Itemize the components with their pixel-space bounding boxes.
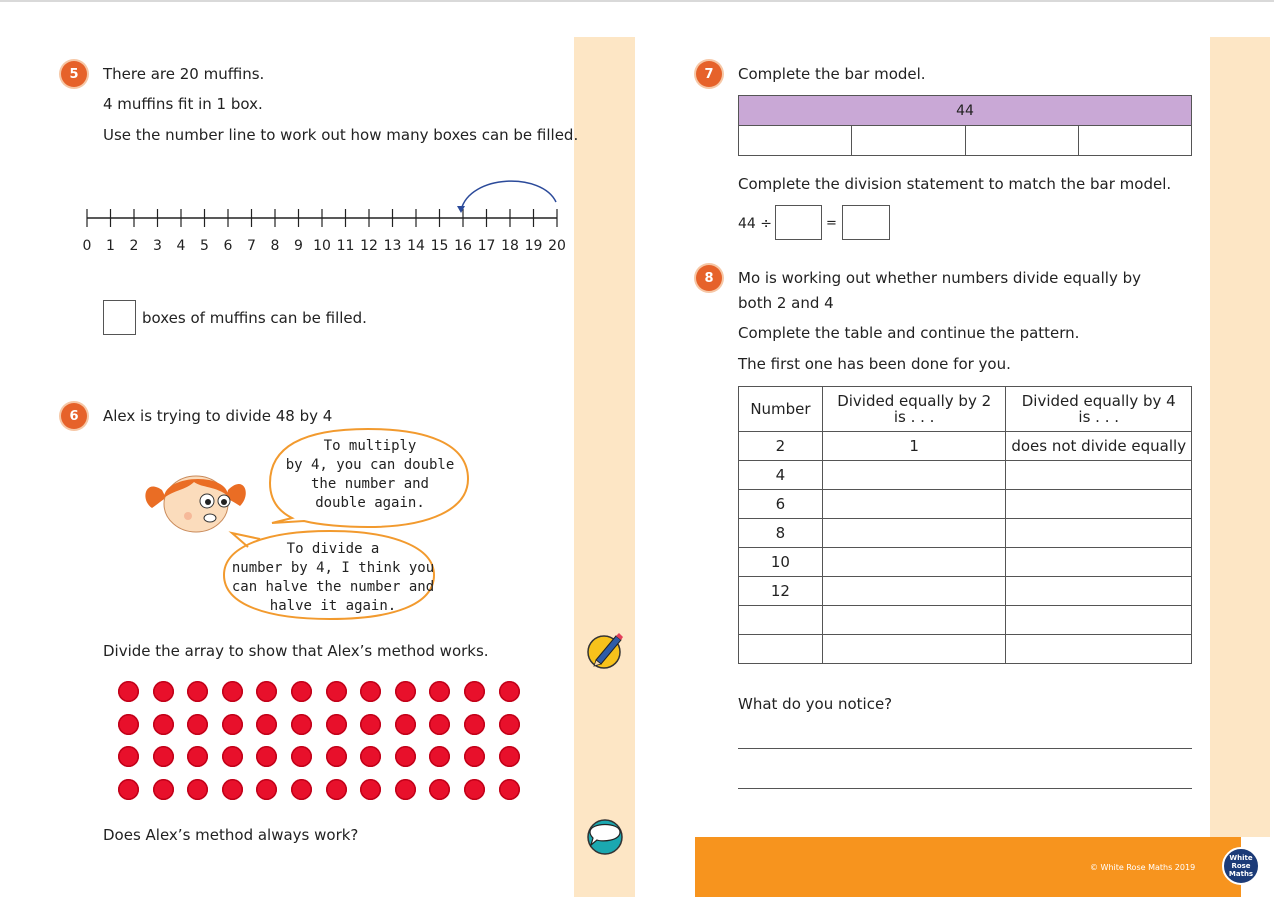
array-dot[interactable] — [256, 681, 277, 702]
array-dot[interactable] — [499, 681, 520, 702]
bubble-2-line: can halve the number and — [231, 579, 435, 595]
bubble-2-line: halve it again. — [269, 598, 397, 614]
table-cell[interactable] — [822, 461, 1006, 490]
array-dot[interactable] — [499, 714, 520, 735]
divisor-answer-box[interactable] — [775, 205, 822, 240]
array-dot[interactable] — [464, 779, 485, 800]
table-cell[interactable] — [1006, 461, 1192, 490]
table-cell: 8 — [739, 519, 823, 548]
table-cell[interactable] — [1006, 519, 1192, 548]
table-cell[interactable] — [1006, 548, 1192, 577]
tick-label: 3 — [153, 238, 162, 254]
array-dot[interactable] — [360, 779, 381, 800]
table-row — [739, 635, 1192, 664]
tick-label: 11 — [336, 238, 355, 254]
array-dot[interactable] — [395, 714, 416, 735]
array-dot[interactable] — [291, 746, 312, 767]
array-dot[interactable] — [118, 779, 139, 800]
bar-part[interactable] — [738, 125, 852, 156]
alex-left-bunch — [145, 486, 166, 508]
tick-label: 16 — [454, 238, 472, 254]
table-cell: 10 — [739, 548, 823, 577]
q6-question: Does Alex’s method always work? — [103, 826, 359, 844]
array-dot[interactable] — [429, 681, 450, 702]
array-dot[interactable] — [499, 746, 520, 767]
question-7-badge: 7 — [696, 61, 722, 87]
array-dot[interactable] — [256, 779, 277, 800]
tick-label: 8 — [270, 238, 280, 254]
tick-label: 7 — [247, 238, 256, 254]
table-cell: does not divide equally — [1006, 432, 1192, 461]
jump-arrowhead — [457, 206, 465, 213]
array-dot[interactable] — [429, 779, 450, 800]
array-dot[interactable] — [291, 714, 312, 735]
array-dot[interactable] — [464, 746, 485, 767]
division-statement-start: 44 ÷ — [738, 216, 772, 232]
table-cell: 6 — [739, 490, 823, 519]
tick-label: 10 — [313, 238, 331, 254]
table-cell[interactable] — [822, 635, 1006, 664]
table-row — [739, 606, 1192, 635]
jump-arrow — [461, 181, 556, 210]
bubble-2-text — [228, 540, 438, 616]
array-dot[interactable] — [187, 681, 208, 702]
array-dot[interactable] — [118, 681, 139, 702]
tick-label: 17 — [477, 238, 496, 254]
bubble-2-line: number by 4, I think you — [231, 560, 435, 576]
array-dot[interactable] — [326, 779, 347, 800]
tick-label: 19 — [524, 238, 543, 254]
question-5-badge: 5 — [61, 61, 87, 87]
array-dot[interactable] — [222, 714, 243, 735]
q6-line-1: Alex is trying to divide 48 by 4 — [103, 407, 333, 425]
tick-label: 20 — [548, 238, 566, 254]
array-dot[interactable] — [153, 681, 174, 702]
bar-model-total — [738, 95, 1192, 126]
left-page-side-stripe — [574, 37, 635, 897]
tick-label: 2 — [129, 238, 139, 254]
array-dot[interactable] — [395, 779, 416, 800]
bubble-1-text — [275, 437, 465, 513]
q5-answer-box[interactable] — [103, 300, 136, 335]
table-header-cell: Divided equally by 2 is . . . — [822, 387, 1006, 432]
array-dot[interactable] — [464, 714, 485, 735]
array-dot[interactable] — [118, 714, 139, 735]
array-dot[interactable] — [153, 746, 174, 767]
tick-label: 6 — [223, 238, 233, 254]
q7-line-1: Complete the bar model. — [738, 65, 926, 83]
tick-label: 15 — [430, 238, 449, 254]
array-dot[interactable] — [360, 746, 381, 767]
q5-answer-text: boxes of muffins can be filled. — [142, 309, 367, 327]
table-cell[interactable] — [822, 490, 1006, 519]
number-line — [70, 172, 580, 232]
equals-sign: = — [826, 216, 837, 231]
bubble-1-line: double again. — [315, 495, 425, 511]
q8-line-1a: Mo is working out whether numbers divide equally by — [738, 269, 1141, 287]
tick-label: 9 — [294, 238, 303, 254]
tick-label: 0 — [82, 238, 92, 254]
page-top-border — [0, 0, 1274, 2]
array-dot[interactable] — [187, 746, 208, 767]
array-dot[interactable] — [360, 714, 381, 735]
bar-part[interactable] — [965, 125, 1079, 156]
copyright-text: © White Rose Maths 2019 — [1090, 863, 1196, 872]
q5-line-1: There are 20 muffins. — [103, 65, 265, 83]
logo-word: Maths — [1228, 870, 1254, 878]
array-dot[interactable] — [326, 714, 347, 735]
table-row — [739, 432, 1192, 461]
alex-character — [140, 460, 250, 535]
q8-notice: What do you notice? — [738, 695, 893, 713]
table-row — [739, 490, 1192, 519]
table-cell: 12 — [739, 577, 823, 606]
table-cell[interactable] — [822, 519, 1006, 548]
table-row — [739, 519, 1192, 548]
white-rose-logo — [1222, 847, 1260, 885]
q8-line-1b: both 2 and 4 — [738, 294, 834, 312]
q5-line-2: 4 muffins fit in 1 box. — [103, 95, 263, 113]
bubble-1-line: To multiply — [323, 438, 417, 454]
array-dot[interactable] — [153, 779, 174, 800]
logo-word: White — [1229, 854, 1253, 862]
bubble-1-line: by 4, you can double — [285, 457, 455, 473]
table-header-cell: Number — [739, 387, 823, 432]
array-dot[interactable] — [429, 746, 450, 767]
tick-label: 1 — [106, 238, 115, 254]
speech-discuss-icon — [584, 814, 626, 856]
table-cell[interactable] — [1006, 490, 1192, 519]
bar-model-parts — [738, 125, 1192, 156]
bar-part[interactable] — [1078, 125, 1192, 156]
table-cell: 2 — [739, 432, 823, 461]
table-cell[interactable] — [1006, 635, 1192, 664]
table-cell[interactable] — [1006, 577, 1192, 606]
table-cell[interactable] — [822, 606, 1006, 635]
array-dot[interactable] — [326, 746, 347, 767]
array-dot[interactable] — [222, 779, 243, 800]
array-dot[interactable] — [464, 681, 485, 702]
array-dot[interactable] — [291, 779, 312, 800]
tick-label: 13 — [383, 238, 402, 254]
pencil-icon — [586, 630, 626, 670]
table-cell: 4 — [739, 461, 823, 490]
table-cell: 1 — [822, 432, 1006, 461]
array-dot[interactable] — [153, 714, 174, 735]
array-dot[interactable] — [187, 779, 208, 800]
array-dot[interactable] — [499, 779, 520, 800]
tick-label: 14 — [407, 238, 425, 254]
array-dot[interactable] — [256, 746, 277, 767]
table-cell[interactable] — [739, 635, 823, 664]
table-row — [739, 577, 1192, 606]
table-row — [739, 548, 1192, 577]
alex-mouth — [204, 514, 216, 522]
array-dot[interactable] — [395, 681, 416, 702]
table-cell[interactable] — [822, 577, 1006, 606]
quotient-answer-box[interactable] — [842, 205, 890, 240]
array-dot[interactable] — [326, 681, 347, 702]
bubble-2-line: To divide a — [286, 541, 380, 557]
bar-part[interactable] — [851, 125, 965, 156]
question-8-badge: 8 — [696, 265, 722, 291]
table-cell[interactable] — [822, 548, 1006, 577]
answer-line-1[interactable] — [738, 748, 1192, 749]
table-header-cell: Divided equally by 4 is . . . — [1006, 387, 1192, 432]
tick-label: 4 — [176, 238, 186, 254]
tick-label: 12 — [360, 238, 378, 254]
array-dot[interactable] — [256, 714, 277, 735]
array-dot[interactable] — [118, 746, 139, 767]
array-dot[interactable] — [395, 746, 416, 767]
question-6-badge: 6 — [61, 403, 87, 429]
divisibility-table — [738, 386, 1192, 664]
table-cell[interactable] — [1006, 606, 1192, 635]
table-cell[interactable] — [739, 606, 823, 635]
array-dot[interactable] — [360, 681, 381, 702]
bubble-1-line: the number and — [310, 476, 429, 492]
bar-total-value: 44 — [956, 102, 974, 119]
q6-instruction: Divide the array to show that Alex’s method works. — [103, 642, 489, 660]
q7-line-2: Complete the division statement to match the bar model. — [738, 175, 1172, 193]
answer-line-2[interactable] — [738, 788, 1192, 789]
array-dot[interactable] — [429, 714, 450, 735]
q8-line-3: The first one has been done for you. — [738, 355, 1011, 373]
table-header-row — [739, 387, 1192, 432]
right-page-side-stripe — [1210, 37, 1270, 837]
tick-label: 5 — [200, 238, 209, 254]
array-dot[interactable] — [222, 746, 243, 767]
q5-line-3: Use the number line to work out how many boxes can be filled. — [103, 126, 579, 144]
q8-line-2: Complete the table and continue the pattern. — [738, 324, 1080, 342]
array-dot[interactable] — [291, 681, 312, 702]
array-dot[interactable] — [222, 681, 243, 702]
table-row — [739, 461, 1192, 490]
array-dot[interactable] — [187, 714, 208, 735]
logo-word: Rose — [1231, 862, 1251, 870]
tick-label: 18 — [501, 238, 519, 254]
